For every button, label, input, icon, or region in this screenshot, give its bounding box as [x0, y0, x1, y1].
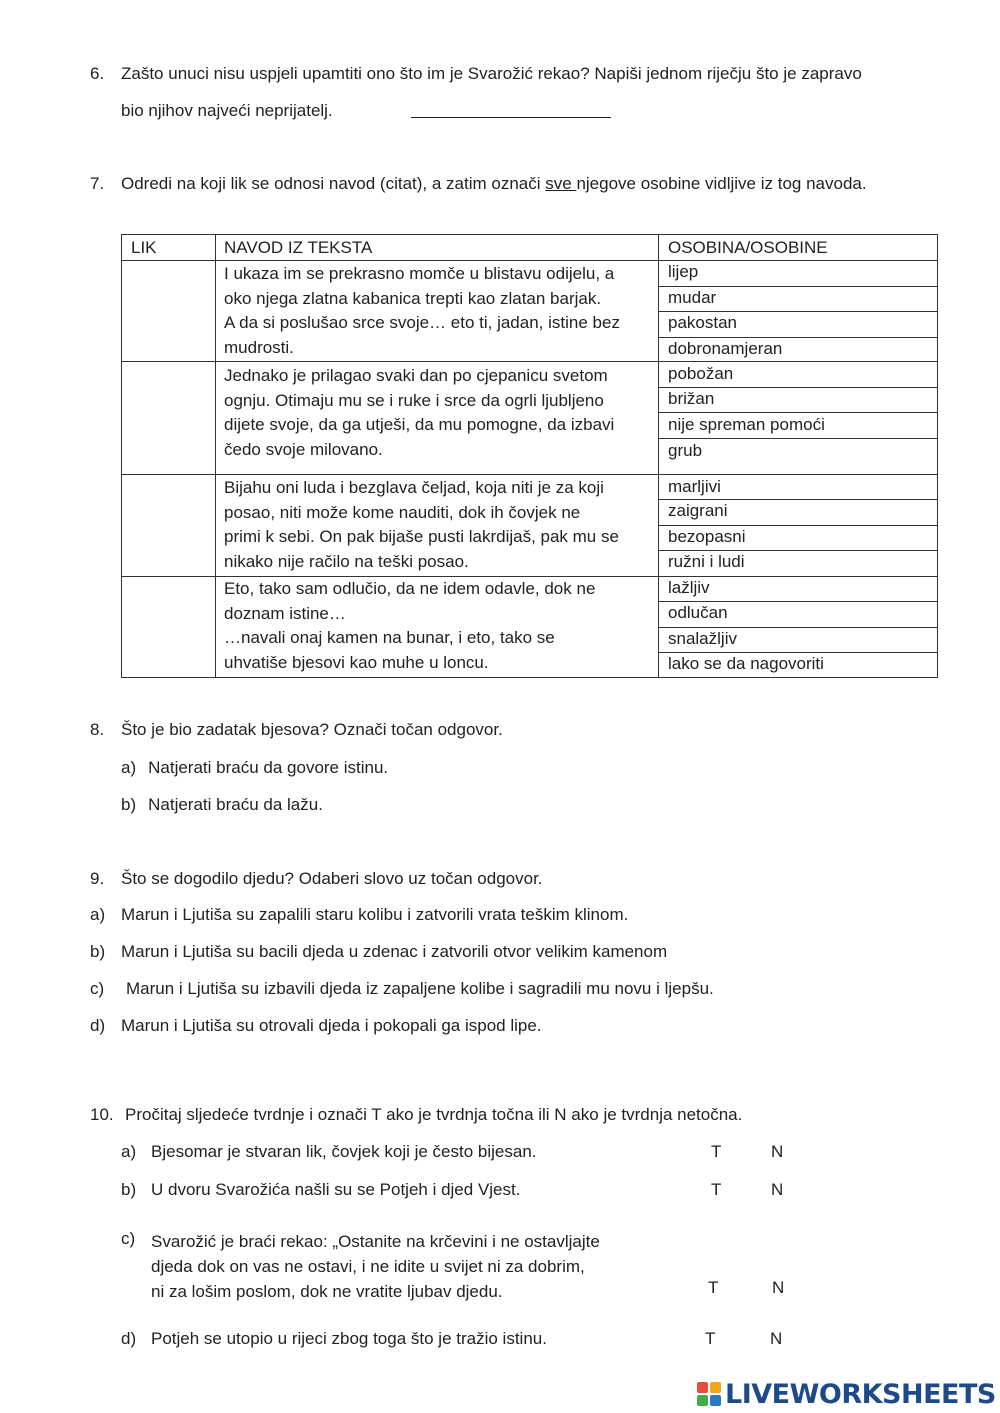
trait-option[interactable]: lažljiv	[668, 578, 710, 597]
trait-option[interactable]: brižan	[668, 389, 715, 408]
table-divider	[215, 235, 216, 677]
q7-number: 7.	[90, 174, 105, 193]
q9-option-d-letter[interactable]: d)	[90, 1016, 106, 1035]
table-divider	[658, 286, 937, 287]
trait-option[interactable]: zaigrani	[668, 501, 728, 520]
q10-item-a-letter: a)	[121, 1142, 137, 1161]
q8-option-a[interactable]: a) Natjerati braću da govore istinu.	[121, 758, 389, 777]
header-lik: LIK	[131, 238, 157, 257]
table-divider	[658, 601, 937, 602]
q9-number: 9.	[90, 869, 105, 888]
q9-option-b: Marun i Ljutiša su bacili djeda u zdenac i zatvorili otvor velikim kamenom	[121, 942, 668, 961]
q10-item-a: Bjesomar je stvaran lik, čovjek koji je često bijesan.	[151, 1142, 537, 1161]
trait-option[interactable]: pakostan	[668, 313, 737, 332]
q10-d-true[interactable]: T	[705, 1329, 716, 1348]
liveworksheets-logo[interactable]	[697, 1378, 996, 1410]
logo-text: LIVEWORKSHEETS	[725, 1378, 996, 1410]
q9-option-c: Marun i Ljutiša su izbavili djeda iz zapaljene kolibe i sagradili mu novu i ljepšu.	[126, 979, 714, 998]
q9-option-c-letter[interactable]: c)	[90, 979, 105, 998]
q10-d-false[interactable]: N	[770, 1329, 783, 1348]
row2-quote: Jednako je prilagao svaki dan po cjepanicu svetom ognju. Otimaju mu se i ruke i srce da ogrli ljubljeno dijete svoje, da ga utješi, da mu pomogne, da izbavi čedo svoje milovano.	[224, 366, 615, 459]
row1-quote: I ukaza im se prekrasno momče u blistavu odijelu, a oko njega zlatna kabanica trepti kao zlatan barjak. A da si poslušao srce svoje… eto ti, jadan, istine bez mudrosti.	[224, 264, 620, 357]
trait-option[interactable]: odlučan	[668, 603, 728, 622]
trait-option[interactable]: grub	[668, 441, 703, 460]
q10-number: 10.	[90, 1105, 114, 1124]
logo-square	[697, 1382, 708, 1393]
character-traits-table	[121, 234, 938, 678]
q10-item-b: U dvoru Svarožića našli su se Potjeh i djed Vjest.	[151, 1180, 521, 1199]
q6-number: 6.	[90, 64, 105, 83]
table-divider	[658, 311, 937, 312]
table-divider	[658, 438, 937, 439]
trait-option[interactable]: pobožan	[668, 364, 734, 383]
row4-quote: Eto, tako sam odlučio, da ne idem odavle, dok ne doznam istine… …navali onaj kamen na bunar, i eto, tako se uhvatiše bjesovi kao muhe u loncu.	[224, 579, 596, 672]
q8-number: 8.	[90, 720, 105, 739]
header-navod: NAVOD IZ TEKSTA	[224, 238, 373, 257]
q9-option-a: Marun i Ljutiša su zapalili staru kolibu i zatvorili vrata teškim klinom.	[121, 905, 629, 924]
trait-option[interactable]: ružni i ludi	[668, 552, 745, 571]
lik-answer-cell[interactable]	[122, 261, 215, 361]
q10-c-false[interactable]: N	[772, 1278, 785, 1297]
lik-answer-cell[interactable]	[122, 577, 215, 678]
logo-square	[697, 1395, 708, 1406]
q6-text-line2: bio njihov najveći neprijatelj.	[121, 101, 333, 120]
trait-option[interactable]: lijep	[668, 262, 699, 281]
q7-text: Odredi na koji lik se odnosi navod (citat), a zatim označi sve njegove osobine vidljive iz tog navoda.	[121, 174, 867, 193]
q10-a-true[interactable]: T	[711, 1142, 722, 1161]
header-osobine: OSOBINA/OSOBINE	[668, 238, 828, 257]
q9-option-b-letter[interactable]: b)	[90, 942, 106, 961]
q10-item-b-letter: b)	[121, 1180, 137, 1199]
logo-square	[710, 1395, 721, 1406]
table-divider	[658, 337, 937, 338]
q6-answer-blank[interactable]	[411, 103, 611, 123]
trait-option[interactable]: mudar	[668, 288, 717, 307]
table-divider	[658, 412, 937, 413]
table-divider	[658, 499, 937, 500]
q10-item-c: Svarožić je braći rekao: „Ostanite na krčevini i ne ostavljajte djeda dok on vas ne ostavi, i ne idite u svijet ni za dobrim, ni za lošim poslom, dok ne vratite ljubav djedu.	[151, 1232, 600, 1301]
lik-answer-cell[interactable]	[122, 362, 215, 474]
trait-option[interactable]: lako se da nagovoriti	[668, 654, 824, 673]
trait-option[interactable]: nije spreman pomoći	[668, 415, 825, 434]
q10-a-false[interactable]: N	[771, 1142, 784, 1161]
table-divider	[658, 652, 937, 653]
table-divider	[122, 361, 937, 362]
table-divider	[658, 387, 937, 388]
table-divider	[658, 550, 937, 551]
q10-item-d-letter: d)	[121, 1329, 137, 1348]
q8-text: Što je bio zadatak bjesova? Označi točan odgovor.	[121, 720, 503, 739]
q10-text: Pročitaj sljedeće tvrdnje i označi T ako je tvrdnja točna ili N ako je tvrdnja netočna.	[125, 1105, 743, 1124]
q10-c-true[interactable]: T	[708, 1278, 719, 1297]
q6-text-line1: Zašto unuci nisu uspjeli upamtiti ono što im je Svarožić rekao? Napiši jednom riječju što je zapravo	[121, 64, 862, 83]
q9-text: Što se dogodilo djedu? Odaberi slovo uz točan odgovor.	[121, 869, 543, 888]
q10-b-false[interactable]: N	[771, 1180, 784, 1199]
q10-b-true[interactable]: T	[711, 1180, 722, 1199]
trait-option[interactable]: marljivi	[668, 477, 721, 496]
table-divider	[122, 474, 937, 475]
trait-option[interactable]: dobronamjeran	[668, 339, 783, 358]
table-divider	[658, 525, 937, 526]
liveworksheets-logo-icon	[697, 1382, 721, 1406]
q10-item-d: Potjeh se utopio u rijeci zbog toga što je tražio istinu.	[151, 1329, 547, 1348]
trait-option[interactable]: snalažljiv	[668, 629, 737, 648]
q9-option-d: Marun i Ljutiša su otrovali djeda i pokopali ga ispod lipe.	[121, 1016, 542, 1035]
q9-option-a-letter[interactable]: a)	[90, 905, 106, 924]
q8-option-b[interactable]: b) Natjerati braću da lažu.	[121, 795, 323, 814]
trait-option[interactable]: bezopasni	[668, 527, 746, 546]
row3-quote: Bijahu oni luda i bezglava čeljad, koja niti je za koji posao, niti može kome nauditi, dok ih čovjek ne primi k sebi. On pak bijaše pusti lakrdijaš, pak mu se nikako nije račilo na teški posao.	[224, 478, 619, 571]
logo-square	[710, 1382, 721, 1393]
q10-item-c-letter: c)	[121, 1229, 136, 1248]
lik-answer-cell[interactable]	[122, 475, 215, 576]
table-divider	[658, 235, 659, 677]
table-divider	[658, 627, 937, 628]
